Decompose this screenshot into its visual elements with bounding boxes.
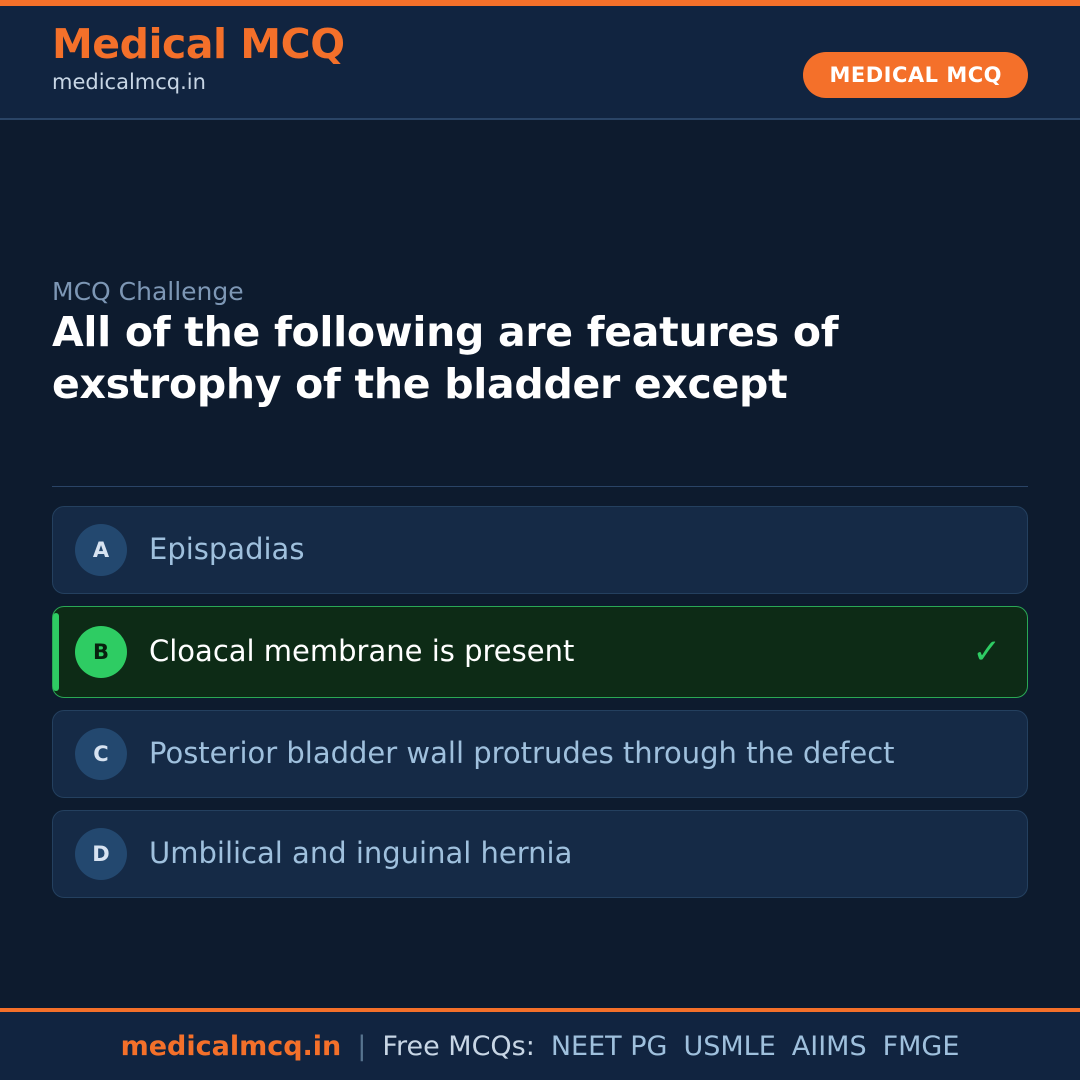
option-a-label: Epispadias [149,532,305,567]
option-c-label: Posterior bladder wall protrudes through the defect [149,736,895,771]
section-eyebrow: MCQ Challenge [52,277,244,306]
option-a-letter: A [75,524,127,576]
option-b-label: Cloacal membrane is present [149,634,575,669]
option-b[interactable] [52,606,1028,698]
question-body [0,120,1080,1008]
header [0,6,1080,120]
correct-indicator-bar [53,613,59,691]
option-d-letter: D [75,828,127,880]
brand-badge: MEDICAL MCQ [803,52,1028,98]
option-c[interactable] [52,710,1028,798]
brand-subtitle: medicalmcq.in [52,70,206,95]
footer-exam-fmge: FMGE [882,1030,960,1062]
check-icon: ✓ [972,632,1001,672]
footer-separator: | [357,1030,367,1062]
question-text: All of the following are features of exstrophy of the bladder except [52,308,839,409]
option-d[interactable] [52,810,1028,898]
footer-exam-aiims: AIIMS [791,1030,867,1062]
footer-exam-neetpg: NEET PG [550,1030,668,1062]
footer [0,1008,1080,1080]
brand-title: Medical MCQ [52,20,345,68]
option-d-label: Umbilical and inguinal hernia [149,836,573,871]
option-a[interactable] [52,506,1028,594]
footer-label: Free MCQs: [382,1030,535,1062]
footer-site: medicalmcq.in [120,1030,342,1062]
option-c-letter: C [75,728,127,780]
option-b-letter: B [75,626,127,678]
divider [52,486,1028,487]
footer-exam-usmle: USMLE [683,1030,776,1062]
options-list [52,506,1028,898]
